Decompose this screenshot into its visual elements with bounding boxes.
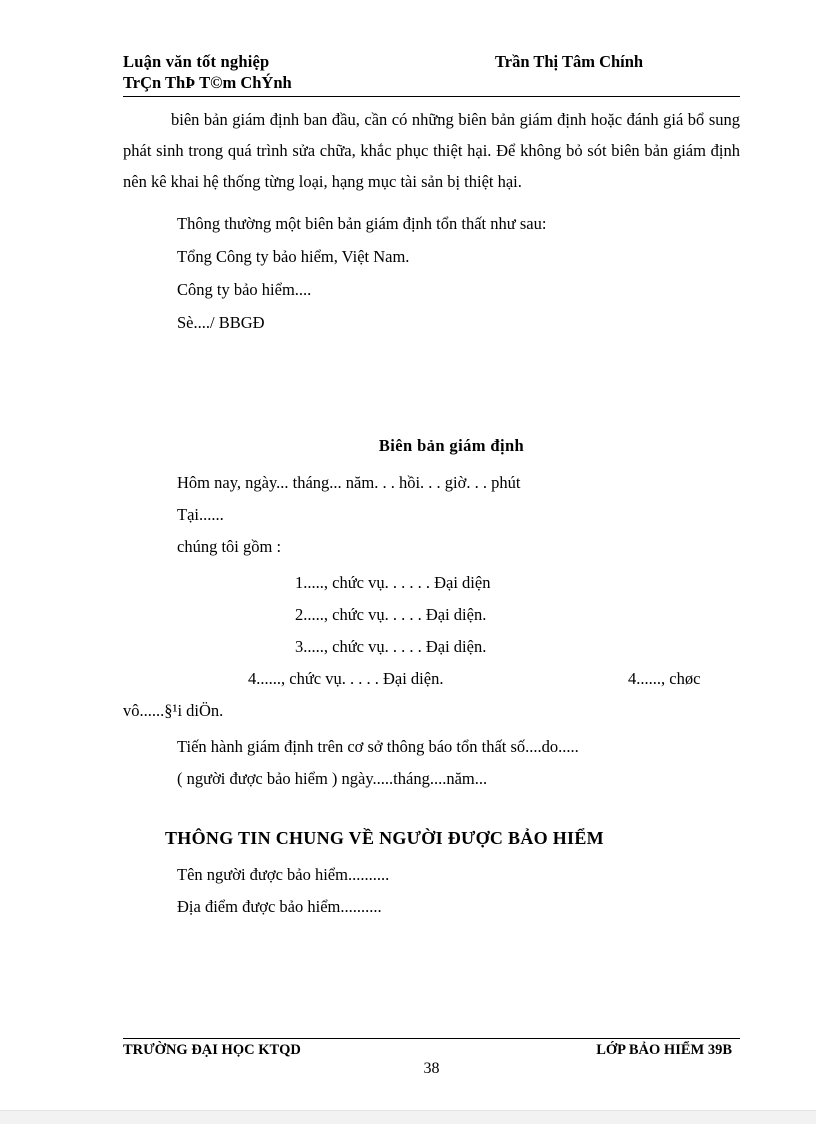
header-author-right: Trần Thị Tâm Chính [495,52,644,71]
participant-3: 3....., chức vụ. . . . . Đại diện. [295,637,487,656]
header-divider [123,96,740,97]
page-edge-shadow [0,1110,816,1124]
participant-4-left: 4......, chức vụ. . . . . Đại diện. [248,669,444,688]
body-paragraph-1: biên bản giám định ban đầu, cần có những biên bản giám định hoặc đánh giá bổ sung phát sinh trong quá trình sửa chữa, khắc phục thiệt hại. Để không bỏ sót biên bản giám định nên kê khai hệ thống từng loại, hạng mục tài sản bị thiệt hại. [123,110,740,191]
spacer [123,197,740,207]
body-line-intro: Thông thường một biên bản giám định tổn thất như sau: [177,214,547,233]
page-header [123,52,740,96]
footer-page-number: 38 [423,1060,440,1077]
page-footer [123,1042,740,1077]
info-insured-name: Tên người được bảo hiểm.......... [177,865,390,884]
body-line-number: Sè..../ BBGĐ [177,313,265,332]
document-body [123,104,740,923]
line-participants-intro: chúng tôi gồm : [177,537,282,556]
section-heading-general-info: THÔNG TIN CHUNG VỀ NGƯỜI ĐƯỢC BẢO HIỂM [165,828,604,848]
page-content [123,52,740,916]
participant-4-continuation: vô......§¹i diÖn. [123,701,224,720]
participant-4-row [123,663,740,695]
footer-class: LỚP BẢO HIỂM 39B [596,1042,732,1058]
document-title: Biên bản giám định [378,436,525,455]
line-date-time: Hôm nay, ngày... tháng... năm. . . hồi. . . giờ. . . phút [177,473,521,492]
participant-4-right: 4......, chøc [628,669,701,688]
header-title-left-encoded: TrÇn ThÞ T©m ChÝnh [123,73,292,92]
footer-school: TRƯỜNG ĐẠI HỌC KTQD [123,1042,301,1058]
spacer-large [123,339,740,431]
line-location: Tại...... [177,505,224,524]
line-insured-date: ( người được bảo hiểm ) ngày.....tháng....năm... [177,769,488,788]
footer-divider [123,1038,740,1039]
body-line-company: Công ty bảo hiểm.... [177,280,312,299]
header-title-left: Luận văn tốt nghiệp [123,52,270,71]
spacer [123,795,740,821]
info-insured-location: Địa điểm được bảo hiểm.......... [177,897,382,916]
participant-1: 1....., chức vụ. . . . . . Đại diện [295,573,491,592]
line-basis: Tiến hành giám định trên cơ sở thông báo tổn thất số....do..... [177,737,579,756]
participant-2: 2....., chức vụ. . . . . Đại diện. [295,605,487,624]
body-line-company-group: Tổng Công ty bảo hiểm, Việt Nam. [177,247,410,266]
